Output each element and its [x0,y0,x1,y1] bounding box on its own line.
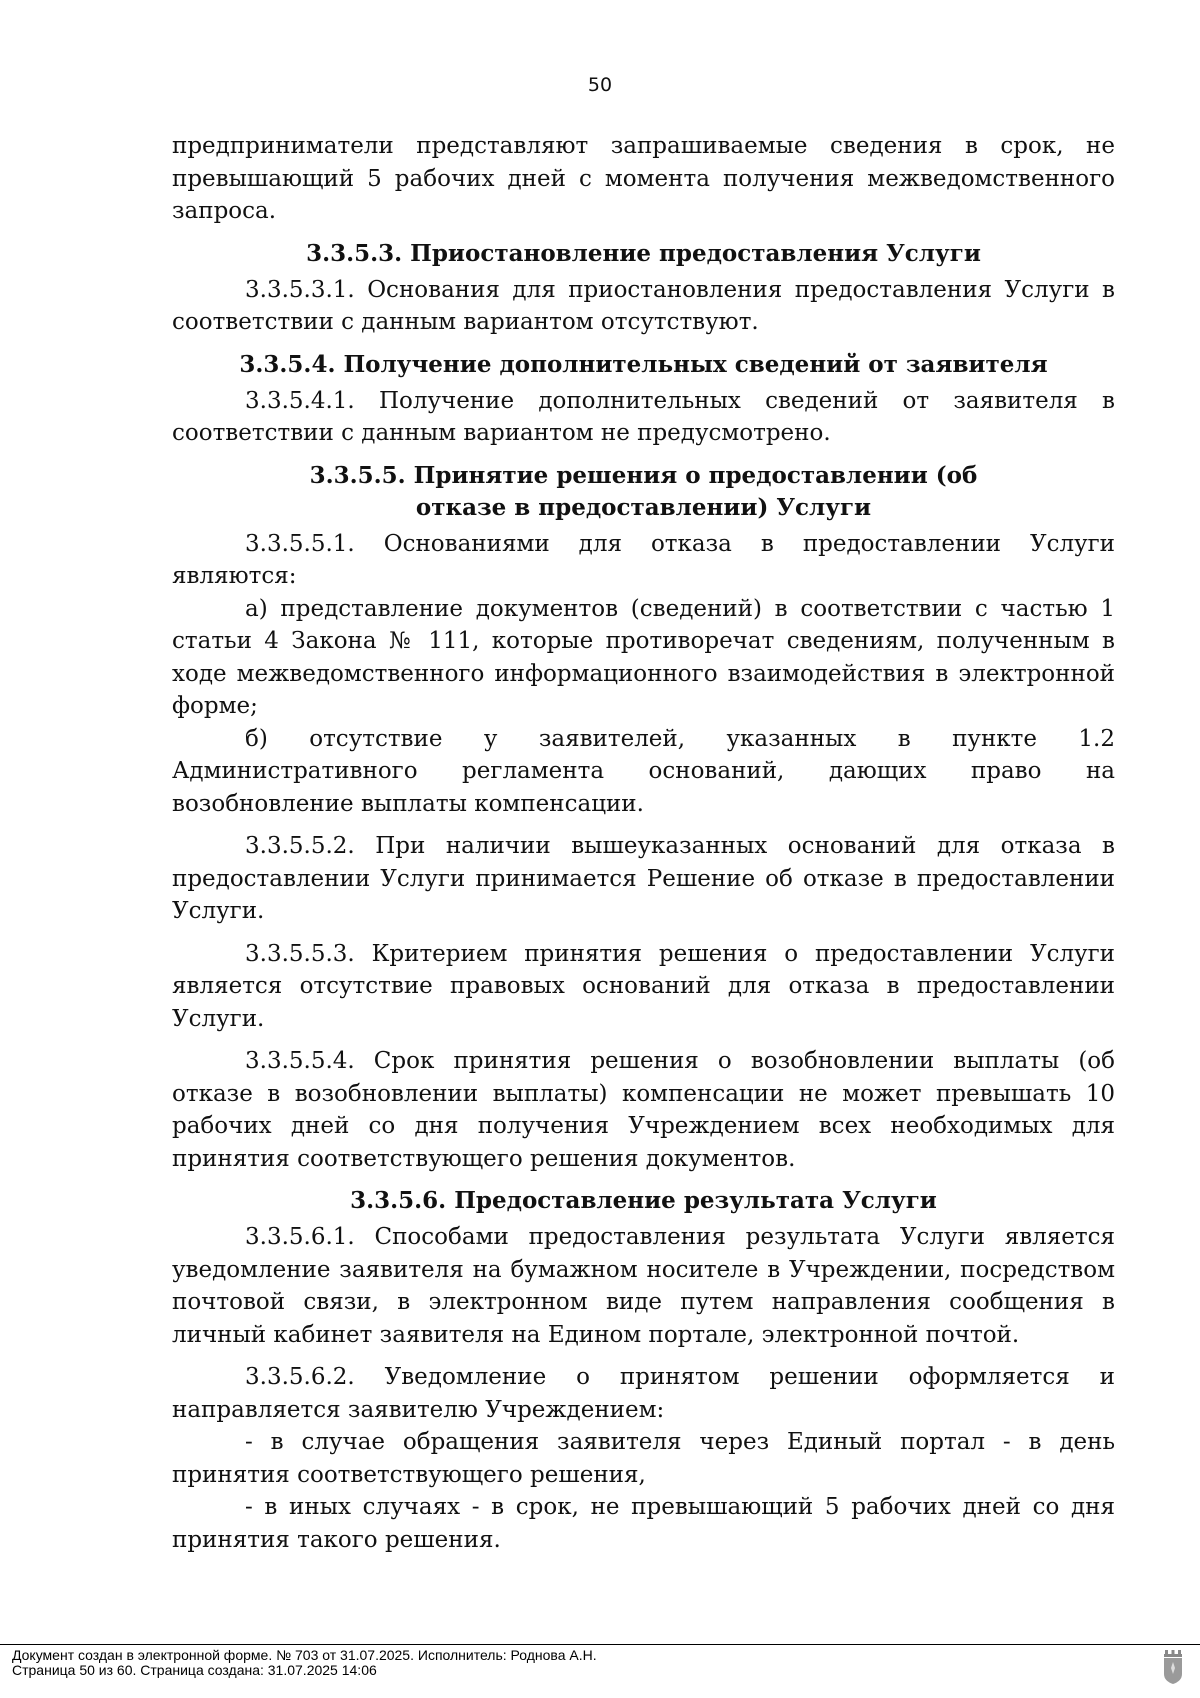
coat-of-arms-icon [1162,1650,1184,1684]
paragraph: 3.3.5.4.1. Получение дополнительных сведений от заявителя в соответствии с данным вариантом не предусмотрено. [172,387,1115,446]
section-heading: 3.3.5.4. Получение дополнительных сведений от заявителя [239,350,1048,378]
paragraph: 3.3.5.5.1. Основаниями для отказа в предоставлении Услуги являются: [172,530,1115,589]
paragraph: 3.3.5.5.2. При наличии вышеуказанных оснований для отказа в предоставлении Услуги принимается Решение об отказе в предоставлении Услуги. [172,833,1115,924]
paragraph: 3.3.5.5.4. Срок принятия решения о возобновлении выплаты (об отказе в возобновлении выплаты) компенсации не может превышать 10 рабочих дней со дня получения Учреждением всех необходимых для принятия соответствующего решения документов. [172,1048,1115,1172]
paragraph: 3.3.5.6.2. Уведомление о принятом решении оформляется и направляется заявителю Учреждением: [172,1364,1115,1423]
document-footer [12,1648,597,1678]
section-heading: 3.3.5.6. Предоставление результата Услуги [350,1187,937,1214]
paragraph: - в иных случаях - в срок, не превышающий 5 рабочих дней со дня принятия такого решения. [172,1494,1115,1553]
paragraph: б) отсутствие у заявителей, указанных в пункте 1.2 Административного регламента оснований, дающих право на возобновление выплаты компенсации. [172,725,1115,817]
paragraph: 3.3.5.5.3. Критерием принятия решения о предоставлении Услуги является отсутствие правовых оснований для отказа в предоставлении Услуги. [172,940,1115,1032]
section-heading: 3.3.5.3. Приостановление предоставления Услуги [306,239,981,267]
footer-line-1: Документ создан в электронной форме. № 703 от 31.07.2025. Исполнитель: Роднова А.Н. [12,1647,597,1663]
section-heading: 3.3.5.5. Принятие решения о предоставлении (об отказе в предоставлении) Услуги [309,461,978,521]
paragraph: предприниматели представляют запрашиваемые сведения в срок, не превышающий 5 рабочих дней с момента получения межведомственного запроса. [172,133,1115,224]
footer-line-2: Страница 50 из 60. Страница создана: 31.07.2025 14:06 [12,1662,377,1678]
footer-divider [0,1644,1200,1645]
page-number: 50 [587,74,613,96]
document-body [172,130,1115,1556]
paragraph: 3.3.5.6.1. Способами предоставления результата Услуги является уведомление заявителя на бумажном носителе в Учреждении, посредством почтовой связи, в электронном виде путем направления сообщения в личный кабинет заявителя на Едином портале, электронной почтой. [172,1224,1115,1348]
paragraph: а) представление документов (сведений) в соответствии с частью 1 статьи 4 Закона № 111, которые противоречат сведениям, полученным в ходе межведомственного информационного взаимодействия в электронной форме; [172,595,1115,719]
paragraph: - в случае обращения заявителя через Единый портал - в день принятия соответствующего решения, [172,1429,1115,1488]
paragraph: 3.3.5.3.1. Основания для приостановления предоставления Услуги в соответствии с данным вариантом отсутствуют. [172,276,1115,335]
